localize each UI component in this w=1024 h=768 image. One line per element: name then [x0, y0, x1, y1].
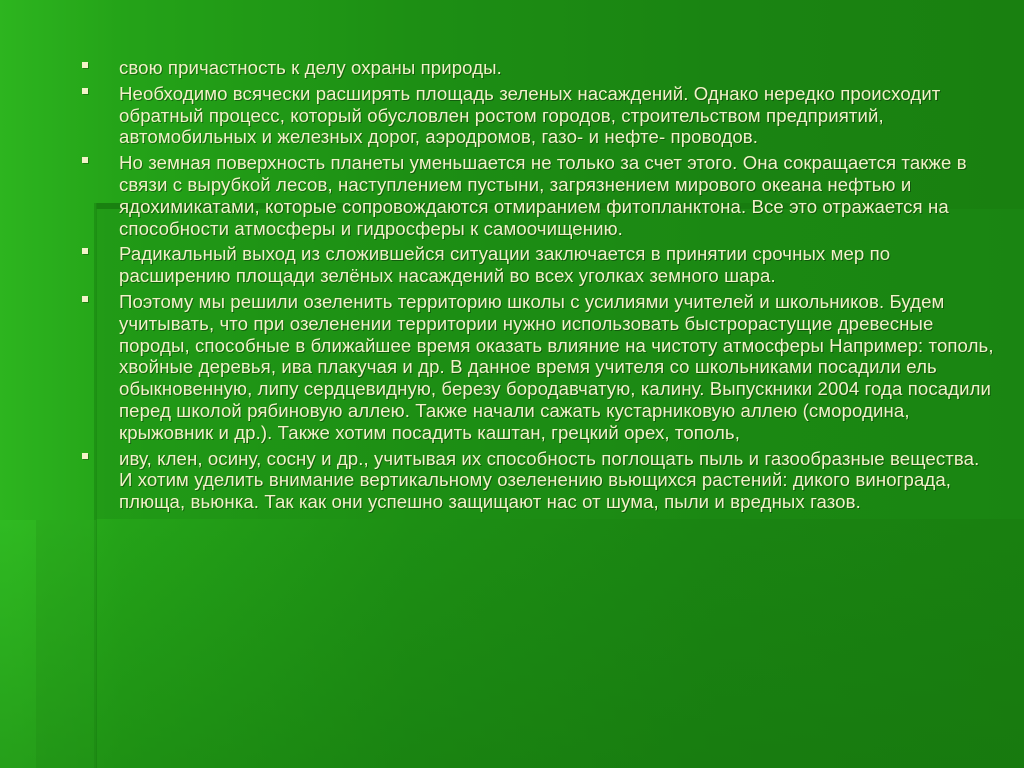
list-item [78, 83, 998, 148]
bullet-text: свою причастность к делу охраны природы. [119, 57, 502, 78]
bullet-text: Поэтому мы решили озеленить территорию школы с усилиями учителей и школьников. Будем учитывать, что при озеленении территории нужно использовать быстрорастущие древесные породы, способные в ближайшее время оказать влияние на чистоту атмосферы Например: тополь, хвойные деревья, ива плакучая и др. В данное время учителя со школьниками посадили ель обыкновенную, липу сердцевидную, березу бородавчатую, калину. Выпускники 2004 года посадили перед школой рябиновую аллею. Также начали сажать кустарниковую аллею (смородина, крыжовник и др.). Также хотим посадить каштан, грецкий орех, тополь, [119, 290, 994, 443]
bullet-text: Но земная поверхность планеты уменьшается не только за счет этого. Она сокращается также в связи с вырубкой лесов, наступлением пустыни, загрязнением мирового океана нефтью и ядохимикатами, которые сопровождаются отмиранием фитопланктона. Все это отражается на способности атмосферы и гидросферы к самоочищению. [119, 152, 967, 239]
square-bullet-icon [82, 157, 88, 163]
list-item [78, 291, 998, 444]
bullet-text: иву, клен, осину, сосну и др., учитывая их способность поглощать пыль и газообразные вещества. И хотим уделить внимание вертикальному озеленению вьющихся растений: дикого винограда, плюща, вьюнка. Так как они успешно защищают нас от шума, пыли и вредных газов. [119, 447, 980, 513]
square-bullet-icon [82, 453, 88, 459]
square-bullet-icon [82, 296, 88, 302]
bullet-list [78, 57, 998, 513]
background-bottom-shade [0, 520, 1024, 768]
bullet-text: Необходимо всячески расширять площадь зеленых насаждений. Однако нередко происходит обратный процесс, который обусловлен ростом городов, строительством предприятий, автомобильных и железных дорог, аэродромов, газо- и нефте- проводов. [119, 82, 941, 148]
square-bullet-icon [82, 248, 88, 254]
list-item [78, 243, 998, 287]
list-item [78, 152, 998, 239]
list-item [78, 448, 998, 513]
slide-content [78, 57, 998, 517]
list-item [78, 57, 998, 79]
square-bullet-icon [82, 88, 88, 94]
bullet-text: Радикальный выход из сложившейся ситуации заключается в принятии срочных мер по расширению площади зелёных насаждений во всех уголках земного шара. [119, 243, 891, 287]
square-bullet-icon [82, 62, 88, 68]
